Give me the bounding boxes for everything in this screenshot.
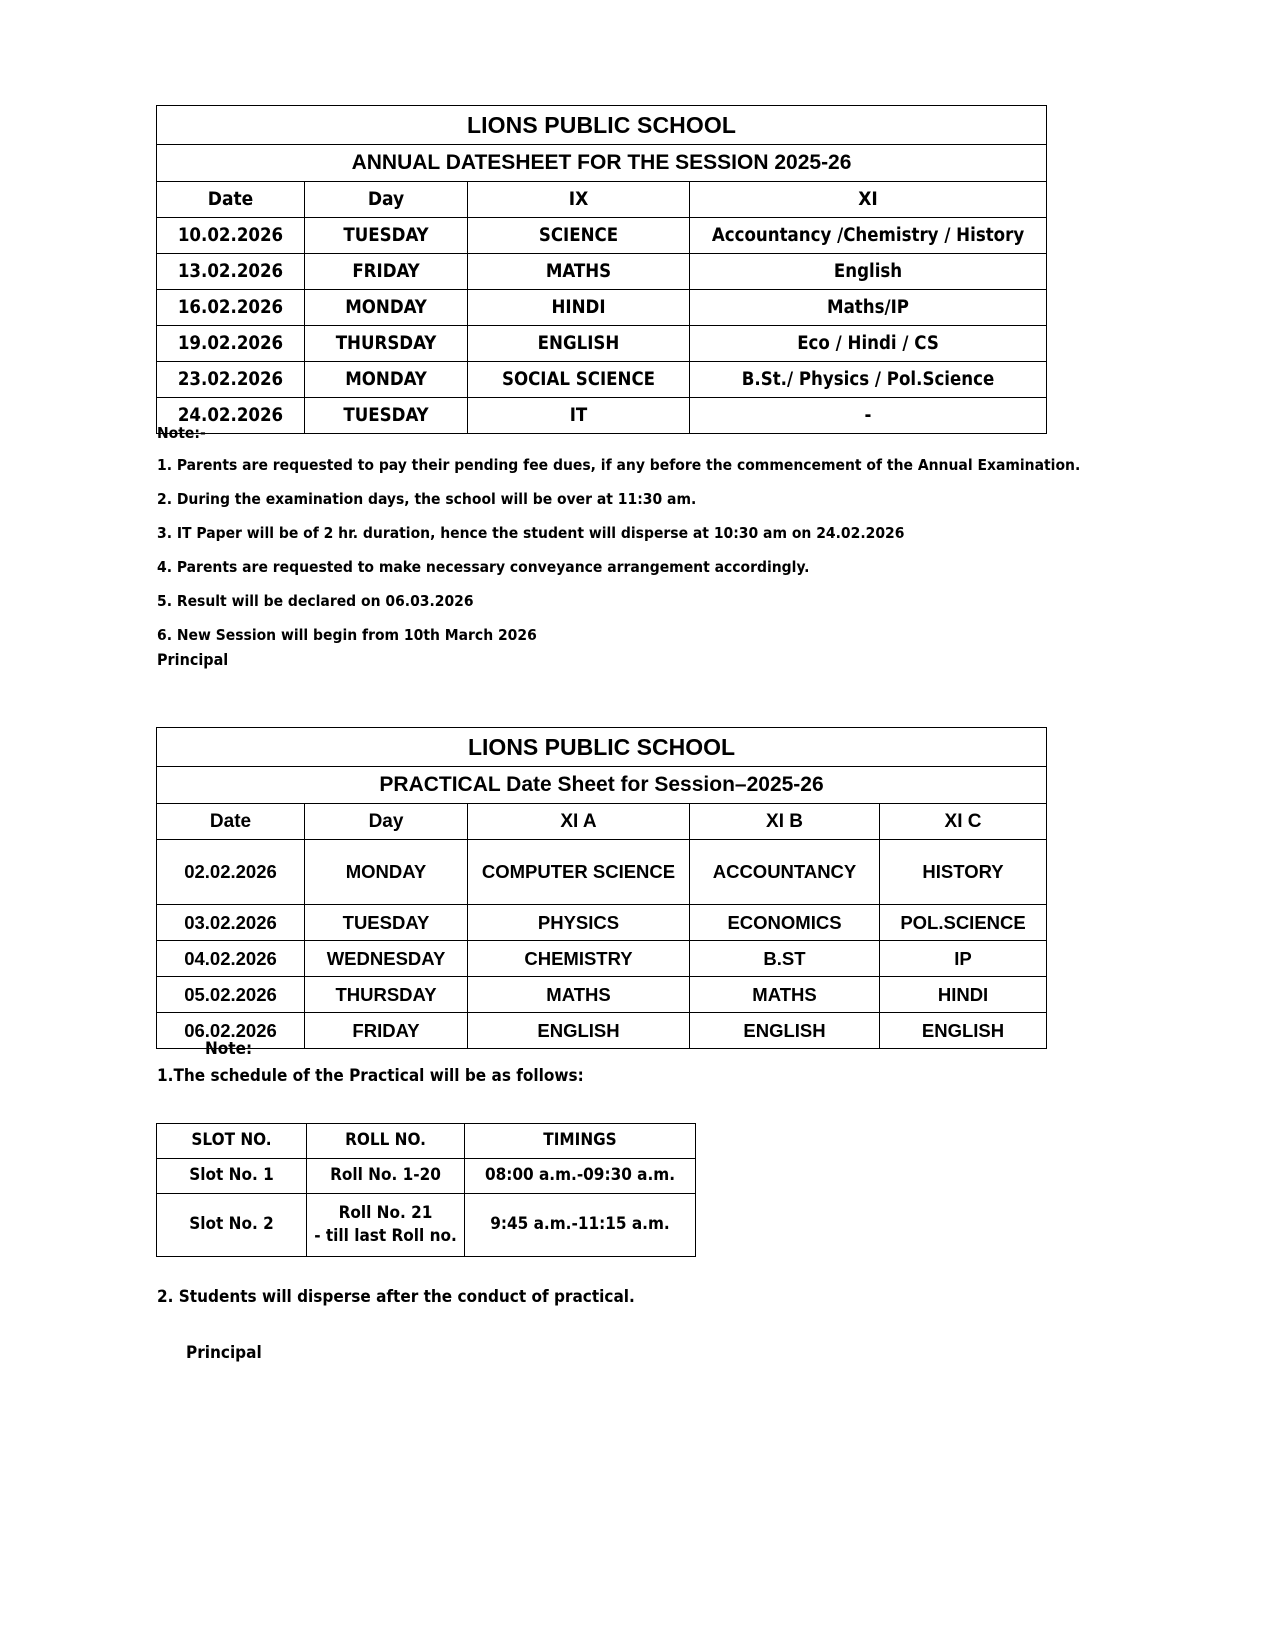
practical-subtitle-row — [157, 767, 1047, 804]
annual-note-item: 4. Parents are requested to make necessary conveyance arrangement accordingly. — [157, 558, 810, 576]
annual-cell-day: MONDAY — [305, 290, 468, 326]
practical-cell-xi-c: HINDI — [880, 977, 1047, 1013]
practical-col-header-date: Date — [157, 804, 305, 840]
practical-col-header-xi-a: XI A — [468, 804, 690, 840]
slot-cell-roll — [307, 1194, 465, 1257]
annual-notes-block — [157, 424, 1081, 660]
slot-header-row — [157, 1124, 696, 1159]
annual-cell-day: TUESDAY — [305, 218, 468, 254]
table-row — [157, 840, 1047, 905]
table-row — [157, 905, 1047, 941]
annual-cell-date: 19.02.2026 — [157, 326, 305, 362]
table-row — [157, 290, 1047, 326]
practical-col-header-day: Day — [305, 804, 468, 840]
practical-cell-xi-a: ENGLISH — [468, 1013, 690, 1049]
annual-cell-date: 24.02.2026 — [157, 398, 305, 434]
practical-cell-day: TUESDAY — [305, 905, 468, 941]
annual-cell-day: TUESDAY — [305, 398, 468, 434]
practical-cell-date: 03.02.2026 — [157, 905, 305, 941]
annual-cell-date: 23.02.2026 — [157, 362, 305, 398]
annual-cell-ix: MATHS — [468, 254, 690, 290]
practical-cell-xi-c: IP — [880, 941, 1047, 977]
practical-col-header-xi-c: XI C — [880, 804, 1047, 840]
annual-principal-signature: Principal — [157, 650, 229, 669]
annual-cell-day: MONDAY — [305, 362, 468, 398]
practical-principal-signature: Principal — [186, 1343, 262, 1363]
slot-cell-timing: 08:00 a.m.-09:30 a.m. — [465, 1159, 696, 1194]
slot-cell-roll-line1: Roll No. 21 — [338, 1203, 433, 1224]
annual-cell-xi: English — [690, 254, 1047, 290]
annual-subtitle: ANNUAL DATESHEET FOR THE SESSION 2025-26 — [157, 145, 1047, 182]
practical-cell-xi-c: HISTORY — [880, 840, 1047, 905]
annual-cell-date: 10.02.2026 — [157, 218, 305, 254]
annual-cell-day: THURSDAY — [305, 326, 468, 362]
practical-datesheet-table — [156, 727, 1047, 1049]
annual-note-item: 2. During the examination days, the school will be over at 11:30 am. — [157, 490, 697, 508]
practical-cell-day: MONDAY — [305, 840, 468, 905]
annual-note-item: 6. New Session will begin from 10th March 2026 — [157, 626, 537, 644]
practical-cell-xi-b: ECONOMICS — [690, 905, 880, 941]
annual-cell-xi: Accountancy /Chemistry / History — [690, 218, 1047, 254]
practical-header-row — [157, 804, 1047, 840]
annual-col-header-ix: IX — [468, 182, 690, 218]
annual-col-header-date: Date — [157, 182, 305, 218]
practical-cell-date: 06.02.2026 — [157, 1013, 305, 1049]
annual-cell-xi: Eco / Hindi / CS — [690, 326, 1047, 362]
annual-cell-ix: HINDI — [468, 290, 690, 326]
annual-school-title: LIONS PUBLIC SCHOOL — [157, 106, 1047, 145]
slot-cell-roll: Roll No. 1-20 — [307, 1159, 465, 1194]
practical-cell-day: FRIDAY — [305, 1013, 468, 1049]
practical-cell-xi-b: B.ST — [690, 941, 880, 977]
slot-col-header-slot: SLOT NO. — [157, 1124, 307, 1159]
slot-col-header-timings: TIMINGS — [465, 1124, 696, 1159]
annual-col-header-day: Day — [305, 182, 468, 218]
practical-subtitle: PRACTICAL Date Sheet for Session–2025-26 — [157, 767, 1047, 804]
annual-note-item: 1. Parents are requested to pay their pending fee dues, if any before the commencement of the Annual Examination. — [157, 456, 1081, 474]
annual-cell-ix: IT — [468, 398, 690, 434]
practical-cell-date: 02.02.2026 — [157, 840, 305, 905]
table-row — [157, 1194, 696, 1257]
slot-cell-slot: Slot No. 1 — [157, 1159, 307, 1194]
practical-school-title: LIONS PUBLIC SCHOOL — [157, 728, 1047, 767]
slot-cell-timing: 9:45 a.m.-11:15 a.m. — [465, 1194, 696, 1257]
annual-header-row — [157, 182, 1047, 218]
table-row — [157, 254, 1047, 290]
practical-cell-xi-b: ACCOUNTANCY — [690, 840, 880, 905]
practical-note-item-2: 2. Students will disperse after the conduct of practical. — [157, 1287, 635, 1307]
table-row — [157, 362, 1047, 398]
annual-cell-ix: ENGLISH — [468, 326, 690, 362]
table-row — [157, 326, 1047, 362]
annual-cell-xi: Maths/IP — [690, 290, 1047, 326]
practical-slot-table — [156, 1123, 696, 1257]
slot-col-header-roll: ROLL NO. — [307, 1124, 465, 1159]
practical-col-header-xi-b: XI B — [690, 804, 880, 840]
annual-cell-xi: - — [690, 398, 1047, 434]
table-row — [157, 1159, 696, 1194]
practical-cell-date: 05.02.2026 — [157, 977, 305, 1013]
practical-cell-day: THURSDAY — [305, 977, 468, 1013]
annual-datesheet-table — [156, 105, 1047, 434]
practical-cell-xi-a: CHEMISTRY — [468, 941, 690, 977]
table-row — [157, 1013, 1047, 1049]
annual-cell-ix: SOCIAL SCIENCE — [468, 362, 690, 398]
annual-title-row — [157, 106, 1047, 145]
annual-cell-date: 13.02.2026 — [157, 254, 305, 290]
practical-cell-date: 04.02.2026 — [157, 941, 305, 977]
practical-cell-xi-a: COMPUTER SCIENCE — [468, 840, 690, 905]
practical-cell-xi-b: MATHS — [690, 977, 880, 1013]
table-row — [157, 218, 1047, 254]
annual-cell-date: 16.02.2026 — [157, 290, 305, 326]
annual-notes-heading: Note:- — [157, 424, 206, 442]
slot-cell-slot: Slot No. 2 — [157, 1194, 307, 1257]
table-row — [157, 941, 1047, 977]
annual-col-header-xi: XI — [690, 182, 1047, 218]
practical-cell-day: WEDNESDAY — [305, 941, 468, 977]
annual-subtitle-row — [157, 145, 1047, 182]
practical-title-row — [157, 728, 1047, 767]
practical-cell-xi-b: ENGLISH — [690, 1013, 880, 1049]
practical-cell-xi-a: PHYSICS — [468, 905, 690, 941]
annual-note-item: 3. IT Paper will be of 2 hr. duration, hence the student will disperse at 10:30 am on 24.02.2026 — [157, 524, 905, 542]
table-row — [157, 977, 1047, 1013]
practical-cell-xi-c: ENGLISH — [880, 1013, 1047, 1049]
slot-cell-roll-line2: - till last Roll no. — [314, 1226, 457, 1246]
practical-cell-xi-a: MATHS — [468, 977, 690, 1013]
practical-note-item-1: 1.The schedule of the Practical will be as follows: — [157, 1066, 584, 1086]
annual-cell-ix: SCIENCE — [468, 218, 690, 254]
practical-notes-heading: Note: — [205, 1039, 253, 1059]
annual-note-item: 5. Result will be declared on 06.03.2026 — [157, 592, 474, 610]
annual-cell-xi: B.St./ Physics / Pol.Science — [690, 362, 1047, 398]
practical-cell-xi-c: POL.SCIENCE — [880, 905, 1047, 941]
annual-cell-day: FRIDAY — [305, 254, 468, 290]
